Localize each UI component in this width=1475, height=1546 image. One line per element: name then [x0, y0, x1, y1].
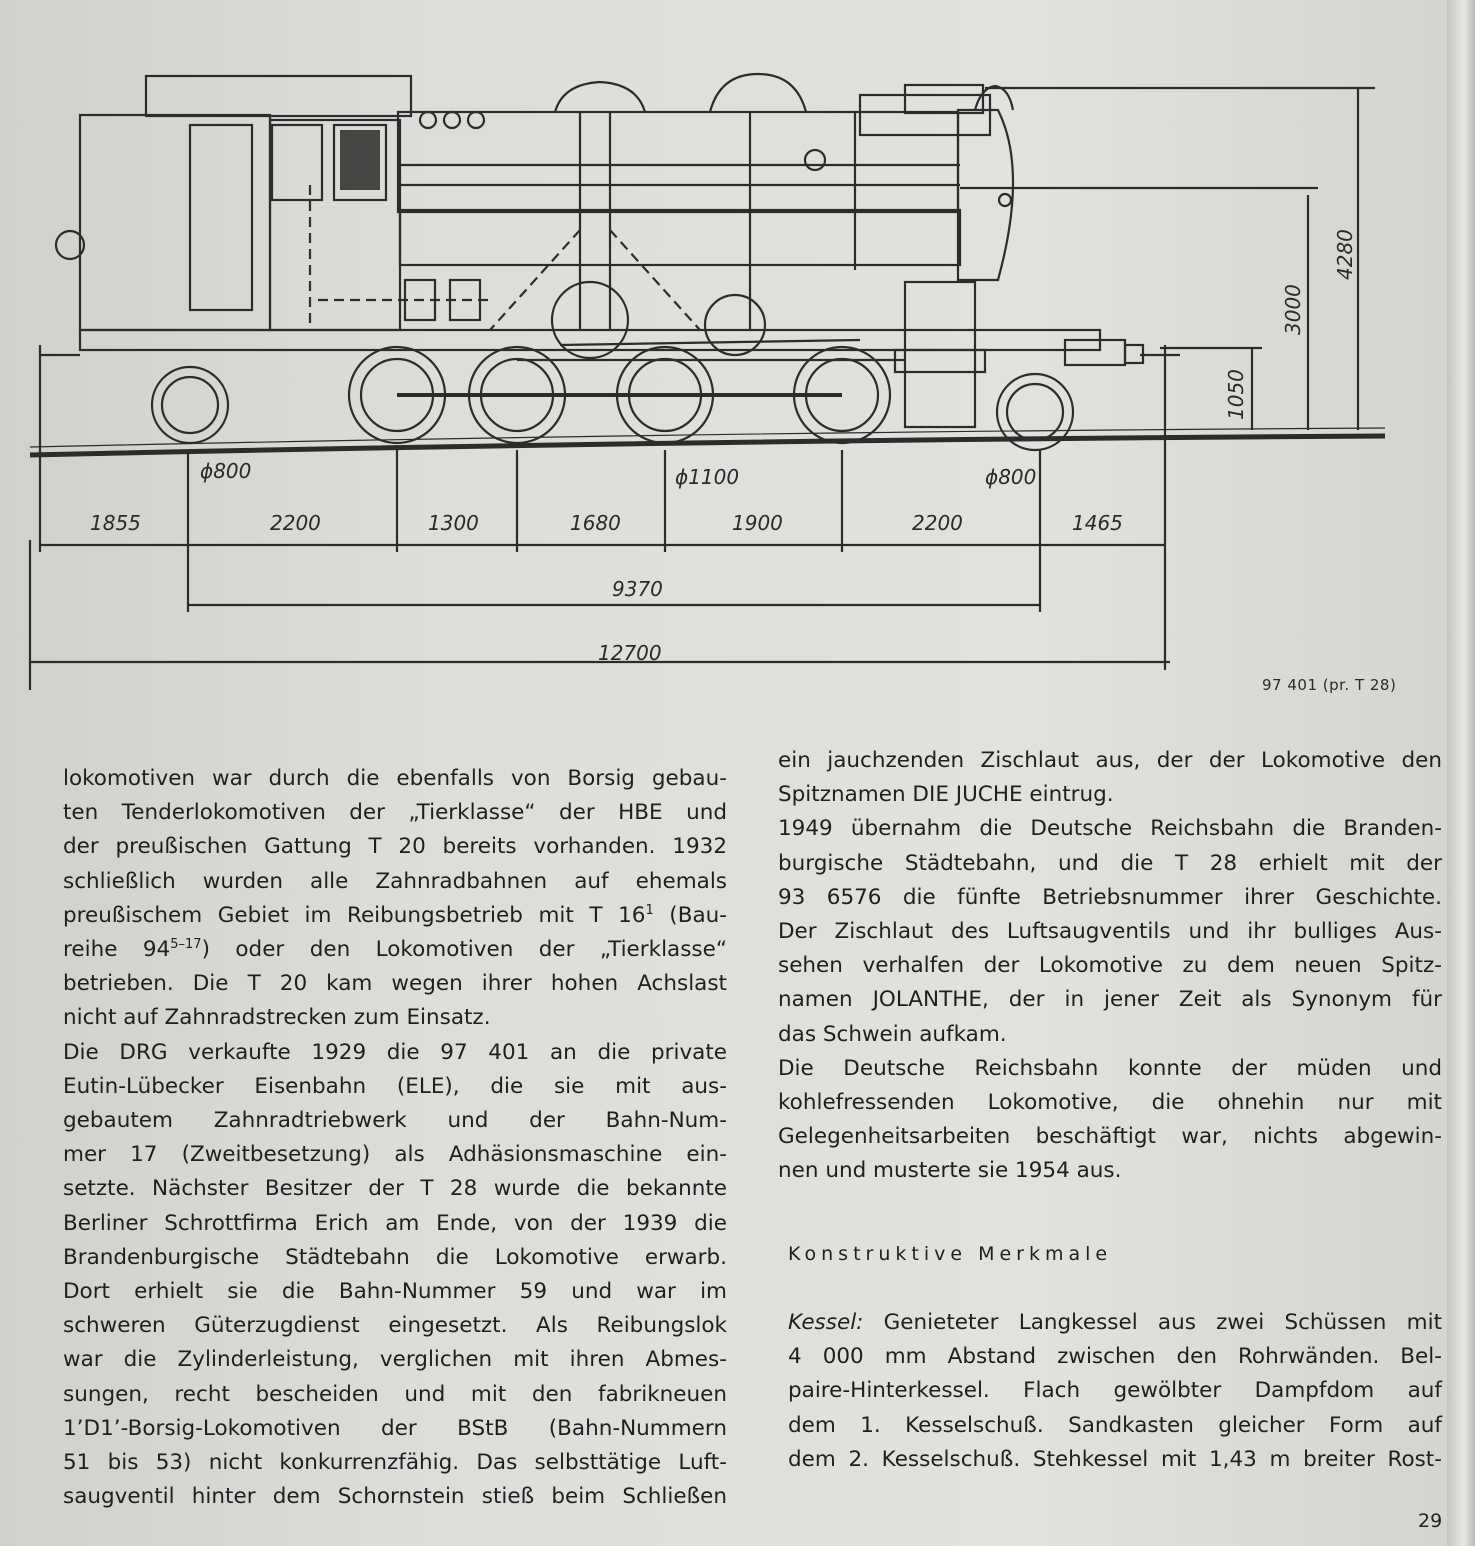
text-line: ten Tenderlokomotiven der „Tierklasse“ der HBE und — [63, 800, 727, 826]
text-line: Gelegenheitsarbeiten beschäftigt war, nichts abgewin- — [778, 1124, 1442, 1150]
text-line: der preußischen Gattung T 20 bereits vorhanden. 1932 — [63, 834, 727, 860]
text-line: Die DRG verkaufte 1929 die 97 401 an die private — [63, 1039, 727, 1065]
height-4280: 4280 — [1333, 229, 1357, 280]
figure-caption: 97 401 (pr. T 28) — [1262, 676, 1397, 694]
wheel-diameter-800-rear: ϕ800 — [200, 459, 252, 483]
text-line: gebautem Zahnradtriebwerk und der Bahn-Num- — [63, 1108, 727, 1134]
text-line: Berliner Schrottfirma Erich am Ende, von der 1939 die — [63, 1210, 727, 1236]
height-3000: 3000 — [1281, 284, 1305, 335]
text-line: dem 1. Kesselschuß. Sandkasten gleicher Form auf — [788, 1412, 1442, 1438]
dim-1855: 1855 — [90, 511, 141, 535]
kessel-label: Kessel: — [788, 1310, 864, 1335]
text-line: saugventil hinter dem Schornstein stieß beim Schließen — [63, 1484, 727, 1510]
dim-1680: 1680 — [570, 511, 621, 535]
text-line: 93 6576 die fünfte Betriebsnummer ihrer Geschichte. — [778, 884, 1442, 910]
left-text-column — [63, 762, 727, 1514]
text-line: 4 000 mm Abstand zwischen den Rohrwänden. Bel- — [788, 1344, 1442, 1370]
text-line: mer 17 (Zweitbesetzung) als Adhäsionsmaschine ein- — [63, 1142, 727, 1168]
locomotive-drawing — [0, 0, 1475, 700]
text-line: nicht auf Zahnradstrecken zum Einsatz. — [63, 1005, 491, 1031]
text-line: setzte. Nächster Besitzer der T 28 wurde die bekannte — [63, 1176, 727, 1202]
text-line: paire-Hinterkessel. Flach gewölbter Dampfdom auf — [788, 1378, 1442, 1404]
text-line: das Schwein aufkam. — [778, 1021, 1007, 1047]
dim-12700: 12700 — [598, 641, 662, 665]
dim-1465: 1465 — [1072, 511, 1123, 535]
text-line — [63, 899, 727, 933]
dim-2200-b: 2200 — [912, 511, 963, 535]
text-line: Spitznamen DIE JUCHE eintrug. — [778, 782, 1114, 808]
superscript: 1 — [645, 902, 654, 918]
text-fragment: (Bau- — [653, 902, 727, 928]
text-line: ein jauchzenden Zischlaut aus, der der Lokomotive den — [778, 748, 1442, 773]
text-line: 1949 übernahm die Deutsche Reichsbahn die Branden- — [778, 816, 1442, 842]
text-line: Die Deutsche Reichsbahn konnte der müden und — [778, 1055, 1442, 1081]
dim-1900: 1900 — [732, 511, 783, 535]
text-line: nen und musterte sie 1954 aus. — [778, 1158, 1122, 1184]
text-fragment: preußischem Gebiet im Reibungsbetrieb mit T 16 — [63, 902, 646, 928]
height-1050: 1050 — [1224, 369, 1248, 420]
text-line: Der Zischlaut des Luftsaugventils und ihr bulliges Aus- — [778, 919, 1442, 945]
text-line — [63, 933, 727, 967]
text-line — [788, 1306, 1442, 1340]
text-line: 51 bis 53) nicht konkurrenzfähig. Das selbsttätige Luft- — [63, 1450, 727, 1476]
wheel-diameter-800-front: ϕ800 — [985, 465, 1037, 489]
dim-2200-a: 2200 — [270, 511, 321, 535]
right-text-column — [778, 744, 1442, 1189]
text-line: sungen, recht bescheiden und mit den fabrikneuen — [63, 1381, 727, 1407]
kessel-paragraph — [788, 1306, 1442, 1477]
text-fragment: ) oder den Lokomotiven der „Tierklasse“ — [201, 937, 727, 963]
text-line: kohlefressenden Lokomotive, die ohnehin nur mit — [778, 1090, 1442, 1116]
wheel-diameter-1100: ϕ1100 — [675, 465, 740, 489]
text-line: schweren Güterzugdienst eingesetzt. Als Reibungslok — [63, 1313, 727, 1339]
text-line: schließlich wurden alle Zahnradbahnen auf ehemals — [63, 868, 727, 894]
text-line: burgische Städtebahn, und die T 28 erhielt mit der — [778, 850, 1442, 876]
text-line: sehen verhalfen der Lokomotive zu dem neuen Spitz- — [778, 953, 1442, 979]
text-line: Eutin-Lübecker Eisenbahn (ELE), die sie mit aus- — [63, 1073, 727, 1099]
text-line: Brandenburgische Städtebahn die Lokomotive erwarb. — [63, 1244, 727, 1270]
text-fragment: Genieteter Langkessel aus zwei Schüssen mit — [863, 1310, 1442, 1335]
section-heading: Konstruktive Merkmale — [788, 1243, 1113, 1265]
text-fragment: reihe 94 — [63, 937, 171, 963]
text-line: 1’D1’-Borsig-Lokomotiven der BStB (Bahn-Nummern — [63, 1415, 727, 1441]
text-line: namen JOLANTHE, der in jener Zeit als Synonym für — [778, 987, 1442, 1013]
superscript: 5–17 — [170, 936, 202, 952]
dim-9370: 9370 — [612, 577, 663, 601]
dim-1300: 1300 — [428, 511, 479, 535]
text-line: war die Zylinderleistung, verglichen mit ihren Abmes- — [63, 1347, 727, 1373]
text-line: Dort erhielt sie die Bahn-Nummer 59 und war im — [63, 1279, 727, 1305]
text-line: lokomotiven war durch die ebenfalls von Borsig gebau- — [63, 766, 727, 791]
text-line: dem 2. Kesselschuß. Stehkessel mit 1,43 m breiter Rost- — [788, 1446, 1442, 1472]
text-line: betrieben. Die T 20 kam wegen ihrer hohen Achslast — [63, 971, 727, 997]
page-number: 29 — [1418, 1510, 1443, 1532]
